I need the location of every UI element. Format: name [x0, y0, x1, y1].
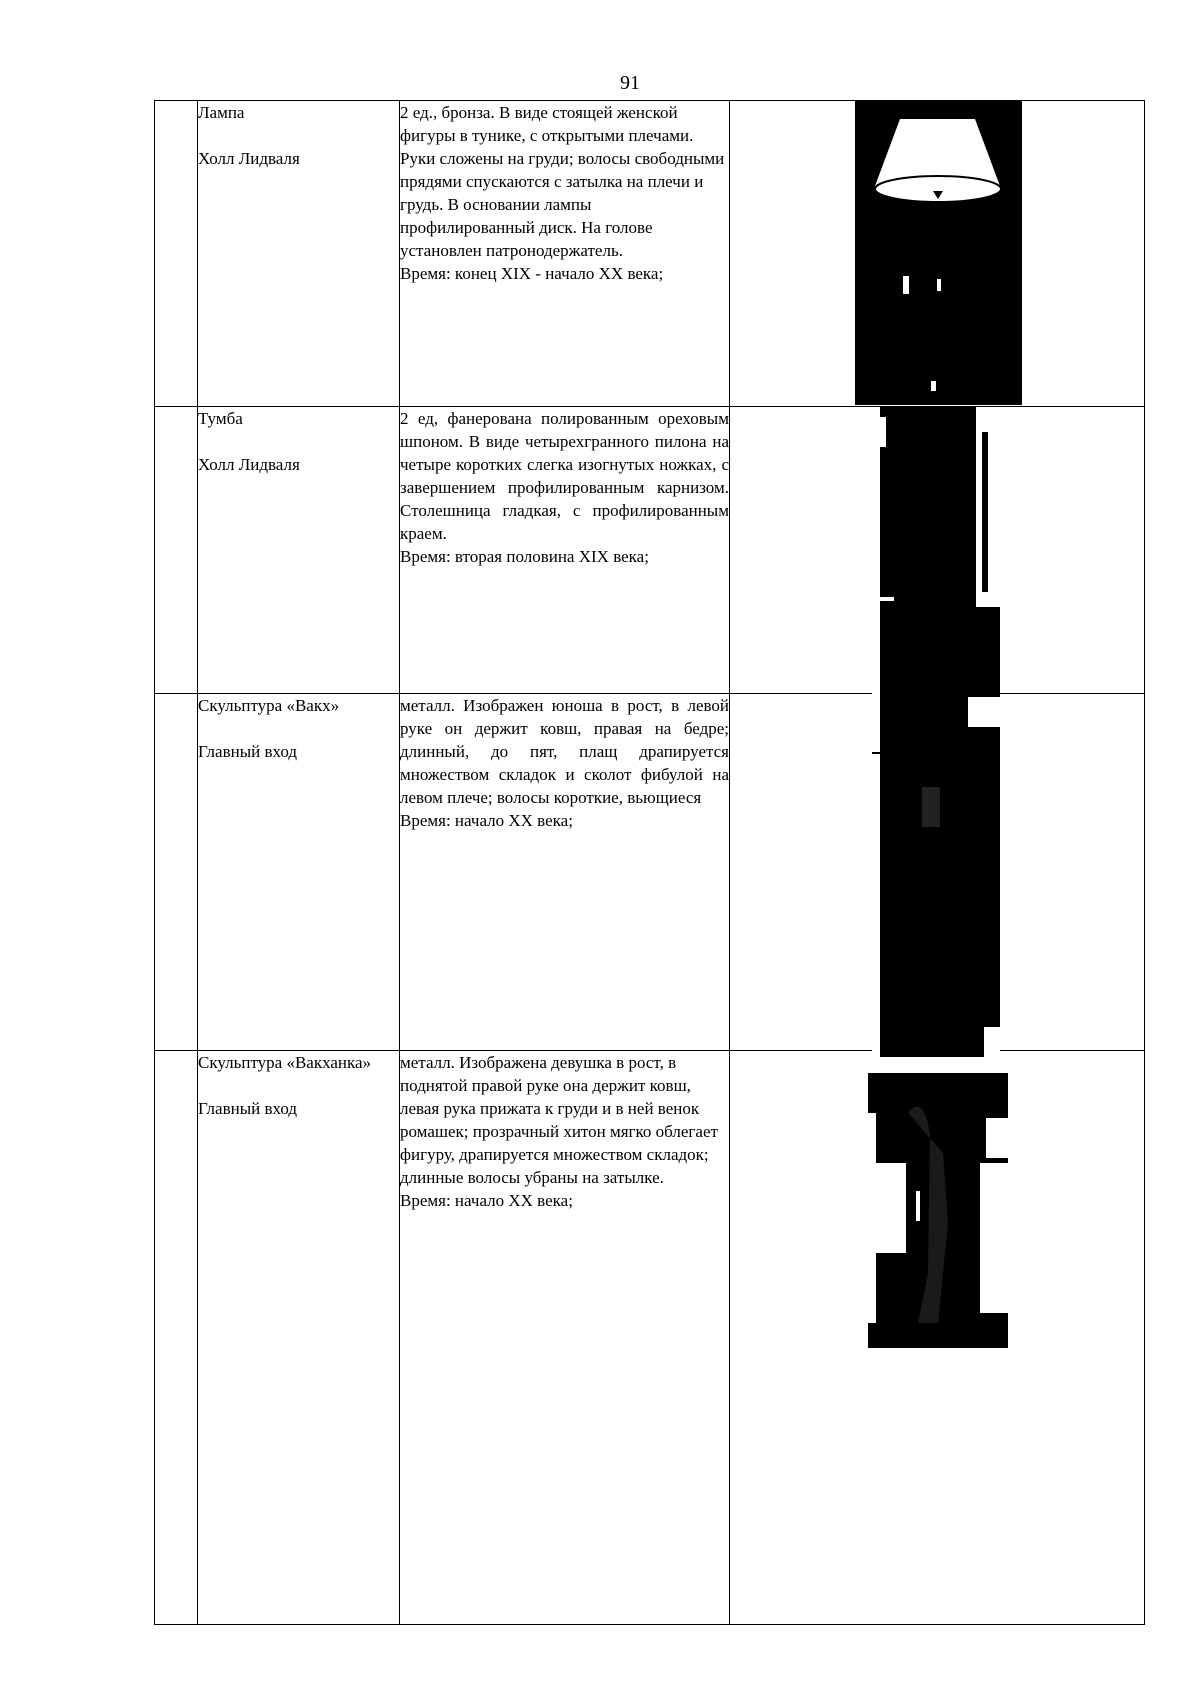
- bacchante-photo: [868, 1073, 1008, 1348]
- item-name: Скульптура «Вакх»: [198, 696, 340, 715]
- item-description: 2 ед, фанерована полированным ореховым шпоном. В виде четырехгранного пилона на четыре коротких слегка изогнутых ножках, с завершением профилированным карнизом. Столешница гладкая, с профилированным краем.: [400, 409, 729, 543]
- number-cell: [155, 101, 198, 407]
- item-name: Скульптура «Вакханка»: [198, 1053, 372, 1072]
- item-name: Лампа: [198, 103, 245, 122]
- item-photo-cell: [730, 694, 1145, 1051]
- table-row: [155, 101, 1145, 407]
- item-description: металл. Изображен юноша в рост, в левой руке он держит ковш, правая на бедре; длинный, до пят, плащ драпируется множеством складок и сколот фибулой на левом плече; волосы короткие, вьющиеся: [400, 696, 729, 807]
- number-cell: [155, 1051, 198, 1625]
- item-time: Время: начало XX века;: [400, 811, 573, 830]
- number-cell: [155, 407, 198, 694]
- page-number: 91: [620, 72, 640, 94]
- item-location: Главный вход: [198, 1099, 298, 1118]
- lamp-photo: [855, 101, 1022, 405]
- number-cell: [155, 694, 198, 1051]
- item-description-cell: [400, 694, 730, 1051]
- inventory-table: [154, 100, 1145, 1625]
- item-time: Время: вторая половина XIX века;: [400, 547, 649, 566]
- item-time: Время: начало XX века;: [400, 1191, 573, 1210]
- item-description: металл. Изображена девушка в рост, в поднятой правой руке она держит ковш, левая рука прижата к груди и в ней венок ромашек; прозрачный хитон мягко облегает фигуру, драпируется множеством складок; длинные волосы убраны на затылке.: [400, 1053, 718, 1187]
- item-photo-cell: [730, 1051, 1145, 1625]
- item-name-cell: [198, 101, 400, 407]
- item-photo-cell: [730, 101, 1145, 407]
- table-row: [155, 1051, 1145, 1625]
- table-row: [155, 694, 1145, 1051]
- table-row: [155, 407, 1145, 694]
- item-location: Главный вход: [198, 742, 298, 761]
- item-photo-cell: [730, 407, 1145, 694]
- item-description: 2 ед., бронза. В виде стоящей женской фигуры в тунике, с открытыми плечами. Руки сложены на груди; волосы свободными прядями спускаются с затылка на плечи и грудь. В основании лампы профилированный диск. На голове установлен патронодержатель.: [400, 103, 725, 260]
- item-description-cell: [400, 1051, 730, 1625]
- item-name: Тумба: [198, 409, 243, 428]
- item-name-cell: [198, 407, 400, 694]
- item-location: Холл Лидваля: [198, 455, 300, 474]
- item-description-cell: [400, 101, 730, 407]
- item-name-cell: [198, 694, 400, 1051]
- item-time: Время: конец XIX - начало XX века;: [400, 264, 664, 283]
- item-name-cell: [198, 1051, 400, 1625]
- item-description-cell: [400, 407, 730, 694]
- item-location: Холл Лидваля: [198, 149, 300, 168]
